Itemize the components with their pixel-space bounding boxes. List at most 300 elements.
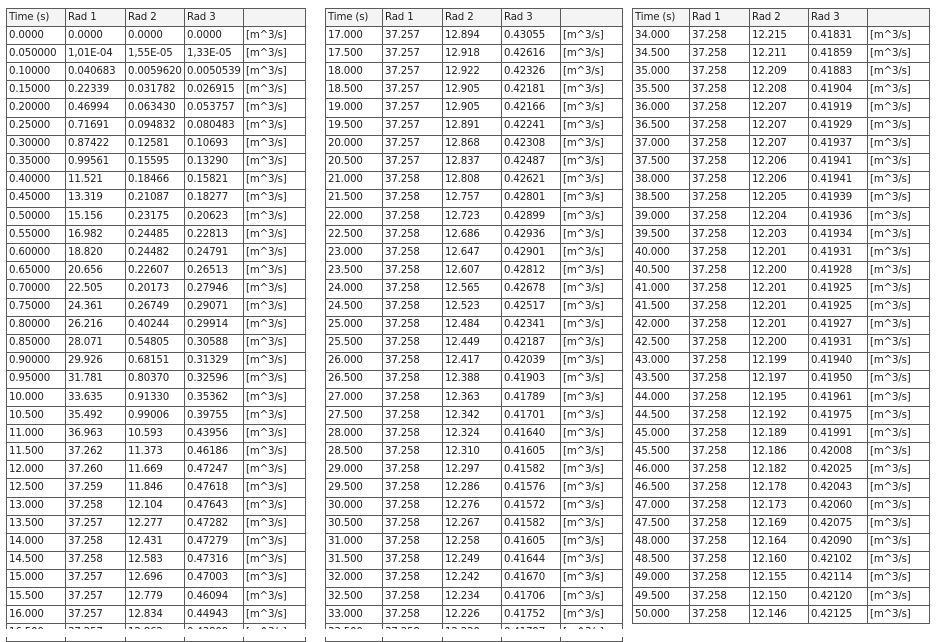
rad1-cell: 1,01E-04	[66, 45, 126, 63]
rad2-cell: 12.565	[443, 280, 502, 298]
table-row	[326, 208, 623, 226]
rad2-cell: 12.201	[750, 316, 809, 334]
column-header: Rad 2	[750, 9, 809, 27]
rad2-cell: 12.201	[750, 244, 809, 262]
unit-cell: [m^3/s]	[561, 425, 623, 443]
rad3-cell: 0.31329	[185, 352, 244, 370]
unit-cell: [m^3/s]	[244, 533, 306, 551]
rad3-cell: 0.47247	[185, 461, 244, 479]
time-cell: 0.45000	[7, 189, 66, 207]
table-row	[7, 443, 306, 461]
rad1-cell: 37.258	[690, 99, 750, 117]
unit-cell: [m^3/s]	[244, 280, 306, 298]
rad2-cell: 12.182	[750, 461, 809, 479]
unit-cell: [m^3/s]	[244, 171, 306, 189]
rad3-cell: 0.41936	[809, 208, 868, 226]
rad1-cell: 37.258	[383, 606, 443, 624]
rad1-cell: 31.781	[66, 370, 126, 388]
unit-cell: [m^3/s]	[868, 370, 930, 388]
time-cell: 27.000	[326, 388, 383, 406]
rad2-cell: 12.207	[750, 99, 809, 117]
time-cell: 18.000	[326, 63, 383, 81]
rad1-cell: 37.257	[383, 81, 443, 99]
rad1-cell: 37.258	[690, 533, 750, 551]
table-row	[7, 99, 306, 117]
rad1-cell: 37.258	[383, 461, 443, 479]
data-table-3	[632, 8, 930, 624]
time-cell: 20.500	[326, 153, 383, 171]
rad1-cell: 37.258	[690, 171, 750, 189]
rad3-cell: 0.41644	[502, 551, 561, 569]
rad3-cell: 0.41931	[809, 244, 868, 262]
rad3-cell: 0.29914	[185, 316, 244, 334]
rad1-cell: 37.257	[383, 27, 443, 45]
table-row	[7, 226, 306, 244]
rad1-cell: 0.87422	[66, 135, 126, 153]
unit-cell: [m^3/s]	[868, 588, 930, 606]
rad2-cell: 0.40244	[126, 316, 185, 334]
rad1-cell: 37.262	[66, 443, 126, 461]
unit-cell: [m^3/s]	[561, 497, 623, 515]
table-row	[326, 569, 623, 587]
unit-cell: [m^3/s]	[561, 352, 623, 370]
rad3-cell: 0.35362	[185, 388, 244, 406]
rad2-cell: 12.417	[443, 352, 502, 370]
time-cell: 27.500	[326, 407, 383, 425]
rad3-cell: 0.42008	[809, 443, 868, 461]
time-cell: 0.15000	[7, 81, 66, 99]
time-cell: 38.000	[633, 171, 690, 189]
time-cell: 0.90000	[7, 352, 66, 370]
unit-cell: [m^3/s]	[868, 515, 930, 533]
table-row	[326, 81, 623, 99]
table-row	[633, 244, 930, 262]
column-header: Rad 1	[690, 9, 750, 27]
unit-cell: [m^3/s]	[561, 569, 623, 587]
rad2-cell: 12.647	[443, 244, 502, 262]
rad3-cell: 0.41859	[809, 45, 868, 63]
rad3-cell: 0.41927	[809, 316, 868, 334]
unit-cell: [m^3/s]	[868, 352, 930, 370]
unit-cell: [m^3/s]	[868, 407, 930, 425]
rad3-cell: 0.41934	[809, 226, 868, 244]
time-cell: 26.500	[326, 370, 383, 388]
table-row	[633, 63, 930, 81]
rad3-cell: 0.41929	[809, 117, 868, 135]
rad3-cell: 0.20623	[185, 208, 244, 226]
table-row	[326, 117, 623, 135]
rad3-cell: 0.41605	[502, 533, 561, 551]
table-row	[7, 606, 306, 624]
rad1-cell: 37.258	[690, 606, 750, 624]
rad3-cell: 0.30588	[185, 334, 244, 352]
rad3-cell: 0.32596	[185, 370, 244, 388]
table-row	[633, 45, 930, 63]
rad1-cell: 37.258	[690, 407, 750, 425]
rad1-cell: 37.258	[690, 208, 750, 226]
unit-cell: [m^3/s]	[561, 298, 623, 316]
rad2-cell: 12.189	[750, 425, 809, 443]
time-cell: 42.000	[633, 316, 690, 334]
time-cell: 47.500	[633, 515, 690, 533]
table-row	[633, 153, 930, 171]
rad2-cell: 12.204	[750, 208, 809, 226]
rad2-cell: 0.80370	[126, 370, 185, 388]
time-cell: 21.500	[326, 189, 383, 207]
unit-cell: [m^3/s]	[561, 244, 623, 262]
table-row	[326, 334, 623, 352]
time-cell: 44.500	[633, 407, 690, 425]
rad1-cell: 37.258	[383, 262, 443, 280]
time-cell: 45.500	[633, 443, 690, 461]
table-row	[7, 298, 306, 316]
rad1-cell: 13.319	[66, 189, 126, 207]
rad3-cell: 0.053757	[185, 99, 244, 117]
time-cell: 14.000	[7, 533, 66, 551]
rad3-cell: 0.42901	[502, 244, 561, 262]
rad1-cell: 37.258	[383, 226, 443, 244]
unit-cell: [m^3/s]	[244, 189, 306, 207]
rad1-cell: 0.22339	[66, 81, 126, 99]
table-row	[326, 171, 623, 189]
rad1-cell: 37.258	[383, 497, 443, 515]
time-cell: 0.20000	[7, 99, 66, 117]
column-header	[561, 9, 623, 27]
rad3-cell: 0.42120	[809, 588, 868, 606]
rad3-cell: 0.41576	[502, 479, 561, 497]
unit-cell: [m^3/s]	[868, 334, 930, 352]
rad1-cell: 29.926	[66, 352, 126, 370]
table-row	[633, 515, 930, 533]
time-cell: 21.000	[326, 171, 383, 189]
time-cell: 49.000	[633, 569, 690, 587]
table-row	[326, 27, 623, 45]
table-row	[326, 99, 623, 117]
rad2-cell: 12.208	[750, 81, 809, 99]
table-row	[7, 425, 306, 443]
unit-cell: [m^3/s]	[244, 407, 306, 425]
time-cell: 40.000	[633, 244, 690, 262]
unit-cell: [m^3/s]	[244, 443, 306, 461]
table-row	[633, 479, 930, 497]
unit-cell: [m^3/s]	[561, 226, 623, 244]
table-row	[633, 81, 930, 99]
table-row	[7, 497, 306, 515]
rad3-cell: 0.0050539	[185, 63, 244, 81]
rad3-cell: 0.41831	[809, 27, 868, 45]
data-table-2	[325, 8, 623, 642]
table-row	[7, 388, 306, 406]
rad2-cell: 0.24482	[126, 244, 185, 262]
rad1-cell: 37.258	[690, 551, 750, 569]
time-cell: 12.000	[7, 461, 66, 479]
time-cell: 24.000	[326, 280, 383, 298]
table-row	[7, 407, 306, 425]
unit-cell: [m^3/s]	[244, 63, 306, 81]
column-header: Rad 1	[66, 9, 126, 27]
rad1-cell: 37.258	[383, 588, 443, 606]
rad2-cell: 12.922	[443, 63, 502, 81]
unit-cell: [m^3/s]	[244, 135, 306, 153]
rad3-cell: 0.41928	[809, 262, 868, 280]
time-cell: 10.000	[7, 388, 66, 406]
rad2-cell: 12.891	[443, 117, 502, 135]
rad2-cell: 12.207	[750, 117, 809, 135]
time-cell: 39.500	[633, 226, 690, 244]
time-cell: 0.50000	[7, 208, 66, 226]
rad2-cell: 0.54805	[126, 334, 185, 352]
rad3-cell: 0.41605	[502, 443, 561, 461]
rad2-cell: 0.91330	[126, 388, 185, 406]
rad2-cell: 12.388	[443, 370, 502, 388]
rad2-cell: 12.342	[443, 407, 502, 425]
rad3-cell: 0.0000	[185, 27, 244, 45]
rad1-cell: 37.259	[66, 479, 126, 497]
table-row	[633, 262, 930, 280]
table-row	[326, 298, 623, 316]
rad1-cell: 37.257	[383, 117, 443, 135]
rad2-cell: 12.258	[443, 533, 502, 551]
rad1-cell: 37.258	[690, 153, 750, 171]
rad2-cell: 12.449	[443, 334, 502, 352]
rad3-cell: 0.42678	[502, 280, 561, 298]
unit-cell: [m^3/s]	[868, 81, 930, 99]
unit-cell: [m^3/s]	[561, 515, 623, 533]
unit-cell: [m^3/s]	[244, 334, 306, 352]
unit-cell: [m^3/s]	[244, 370, 306, 388]
table-row	[633, 171, 930, 189]
rad2-cell: 12.431	[126, 533, 185, 551]
rad1-cell: 37.258	[690, 569, 750, 587]
time-cell: 34.500	[633, 45, 690, 63]
rad1-cell: 37.258	[690, 27, 750, 45]
rad3-cell: 0.47003	[185, 569, 244, 587]
rad3-cell: 0.41931	[809, 334, 868, 352]
rad3-cell: 0.29071	[185, 298, 244, 316]
time-cell: 34.000	[633, 27, 690, 45]
unit-cell: [m^3/s]	[244, 388, 306, 406]
table-row	[633, 588, 930, 606]
rad3-cell: 0.41939	[809, 189, 868, 207]
rad3-cell: 0.44943	[185, 606, 244, 624]
rad3-cell: 0.41789	[502, 388, 561, 406]
rad2-cell: 12.686	[443, 226, 502, 244]
rad3-cell: 0.46186	[185, 443, 244, 461]
column-header: Time (s)	[7, 9, 66, 27]
unit-cell: [m^3/s]	[561, 208, 623, 226]
unit-cell: [m^3/s]	[868, 135, 930, 153]
rad2-cell: 12.203	[750, 226, 809, 244]
unit-cell: [m^3/s]	[244, 425, 306, 443]
table-row	[7, 63, 306, 81]
unit-cell: [m^3/s]	[561, 461, 623, 479]
table-row	[326, 588, 623, 606]
table-row	[633, 189, 930, 207]
time-cell: 28.500	[326, 443, 383, 461]
rad1-cell: 37.258	[383, 244, 443, 262]
unit-cell: [m^3/s]	[561, 135, 623, 153]
unit-cell: [m^3/s]	[244, 479, 306, 497]
table-row	[633, 117, 930, 135]
unit-cell: [m^3/s]	[561, 551, 623, 569]
rad1-cell: 37.258	[383, 425, 443, 443]
rad2-cell: 12.324	[443, 425, 502, 443]
time-cell: 30.000	[326, 497, 383, 515]
rad1-cell: 37.258	[690, 81, 750, 99]
column-header: Time (s)	[633, 9, 690, 27]
rad2-cell: 11.846	[126, 479, 185, 497]
time-cell: 0.10000	[7, 63, 66, 81]
table-row	[7, 569, 306, 587]
table-row	[7, 551, 306, 569]
rad1-cell: 37.260	[66, 461, 126, 479]
table-row	[326, 63, 623, 81]
rad1-cell: 37.257	[66, 606, 126, 624]
rad1-cell: 37.258	[690, 63, 750, 81]
table-row	[7, 280, 306, 298]
rad2-cell: 12.894	[443, 27, 502, 45]
time-cell: 29.000	[326, 461, 383, 479]
rad2-cell: 12.226	[443, 606, 502, 624]
table-row	[633, 425, 930, 443]
table-row	[7, 533, 306, 551]
column-header: Rad 2	[443, 9, 502, 27]
rad1-cell: 37.258	[690, 497, 750, 515]
rad1-cell: 36.963	[66, 425, 126, 443]
time-cell: 31.500	[326, 551, 383, 569]
table-row	[7, 244, 306, 262]
rad2-cell: 12.206	[750, 153, 809, 171]
rad3-cell: 0.41950	[809, 370, 868, 388]
rad3-cell: 0.42812	[502, 262, 561, 280]
data-table-1	[6, 8, 306, 642]
rad1-cell: 37.258	[383, 551, 443, 569]
unit-cell: [m^3/s]	[561, 407, 623, 425]
rad3-cell: 0.42039	[502, 352, 561, 370]
rad3-cell: 0.42517	[502, 298, 561, 316]
time-cell: 12.500	[7, 479, 66, 497]
rad1-cell: 37.258	[690, 244, 750, 262]
time-cell: 46.500	[633, 479, 690, 497]
unit-cell: [m^3/s]	[244, 497, 306, 515]
rad3-cell: 0.42326	[502, 63, 561, 81]
unit-cell: [m^3/s]	[868, 425, 930, 443]
time-cell: 19.000	[326, 99, 383, 117]
table-row	[633, 352, 930, 370]
time-cell: 41.500	[633, 298, 690, 316]
rad1-cell: 26.216	[66, 316, 126, 334]
table-row	[633, 298, 930, 316]
rad3-cell: 0.41701	[502, 407, 561, 425]
time-cell: 47.000	[633, 497, 690, 515]
column-header: Rad 2	[126, 9, 185, 27]
rad3-cell: 0.41937	[809, 135, 868, 153]
time-cell: 0.30000	[7, 135, 66, 153]
time-cell: 37.000	[633, 135, 690, 153]
unit-cell: [m^3/s]	[868, 208, 930, 226]
table-row	[7, 189, 306, 207]
rad2-cell: 12.834	[126, 606, 185, 624]
rad3-cell: 0.41883	[809, 63, 868, 81]
rad2-cell: 12.523	[443, 298, 502, 316]
time-cell: 0.25000	[7, 117, 66, 135]
rad3-cell: 0.42166	[502, 99, 561, 117]
time-cell: 33.000	[326, 606, 383, 624]
time-cell: 0.65000	[7, 262, 66, 280]
unit-cell: [m^3/s]	[868, 262, 930, 280]
unit-cell: [m^3/s]	[561, 370, 623, 388]
rad2-cell: 12.757	[443, 189, 502, 207]
rad3-cell: 0.41961	[809, 388, 868, 406]
time-cell: 36.500	[633, 117, 690, 135]
table-row	[326, 533, 623, 551]
rad1-cell: 37.258	[383, 569, 443, 587]
rad1-cell: 37.258	[690, 370, 750, 388]
table-row	[7, 334, 306, 352]
table-row	[7, 81, 306, 99]
table-row	[633, 135, 930, 153]
rad3-cell: 0.41706	[502, 588, 561, 606]
rad2-cell: 12.484	[443, 316, 502, 334]
rad1-cell: 37.257	[66, 515, 126, 533]
rad2-cell: 11.373	[126, 443, 185, 461]
time-cell: 19.500	[326, 117, 383, 135]
time-cell: 14.500	[7, 551, 66, 569]
table-row	[633, 551, 930, 569]
rad1-cell: 37.257	[383, 63, 443, 81]
time-cell: 17.000	[326, 27, 383, 45]
rad2-cell: 12.201	[750, 298, 809, 316]
rad3-cell: 0.24791	[185, 244, 244, 262]
time-cell: 20.000	[326, 135, 383, 153]
time-cell: 0.95000	[7, 370, 66, 388]
unit-cell: [m^3/s]	[868, 171, 930, 189]
unit-cell: [m^3/s]	[244, 352, 306, 370]
unit-cell: [m^3/s]	[561, 606, 623, 624]
rad3-cell: 0.39755	[185, 407, 244, 425]
time-cell: 18.500	[326, 81, 383, 99]
time-cell: 29.500	[326, 479, 383, 497]
table-row	[326, 316, 623, 334]
table-row	[326, 606, 623, 624]
rad2-cell: 12.209	[750, 63, 809, 81]
rad2-cell: 12.199	[750, 352, 809, 370]
rad1-cell: 37.258	[383, 515, 443, 533]
rad2-cell: 12.276	[443, 497, 502, 515]
rad1-cell: 37.258	[690, 117, 750, 135]
unit-cell: [m^3/s]	[561, 443, 623, 461]
rad3-cell: 0.41975	[809, 407, 868, 425]
table-row	[326, 551, 623, 569]
rad3-cell: 0.42114	[809, 569, 868, 587]
time-cell: 36.000	[633, 99, 690, 117]
rad1-cell: 37.258	[690, 135, 750, 153]
rad1-cell: 24.361	[66, 298, 126, 316]
table-row	[326, 479, 623, 497]
rad2-cell: 12.201	[750, 280, 809, 298]
table-row	[7, 370, 306, 388]
rad2-cell: 1,55E-05	[126, 45, 185, 63]
rad2-cell: 12.837	[443, 153, 502, 171]
table-header-row	[7, 9, 306, 27]
rad1-cell: 37.258	[690, 298, 750, 316]
table-row	[633, 208, 930, 226]
unit-cell: [m^3/s]	[561, 117, 623, 135]
rad1-cell: 18.820	[66, 244, 126, 262]
unit-cell: [m^3/s]	[868, 117, 930, 135]
rad1-cell: 37.257	[383, 135, 443, 153]
column-header	[868, 9, 930, 27]
